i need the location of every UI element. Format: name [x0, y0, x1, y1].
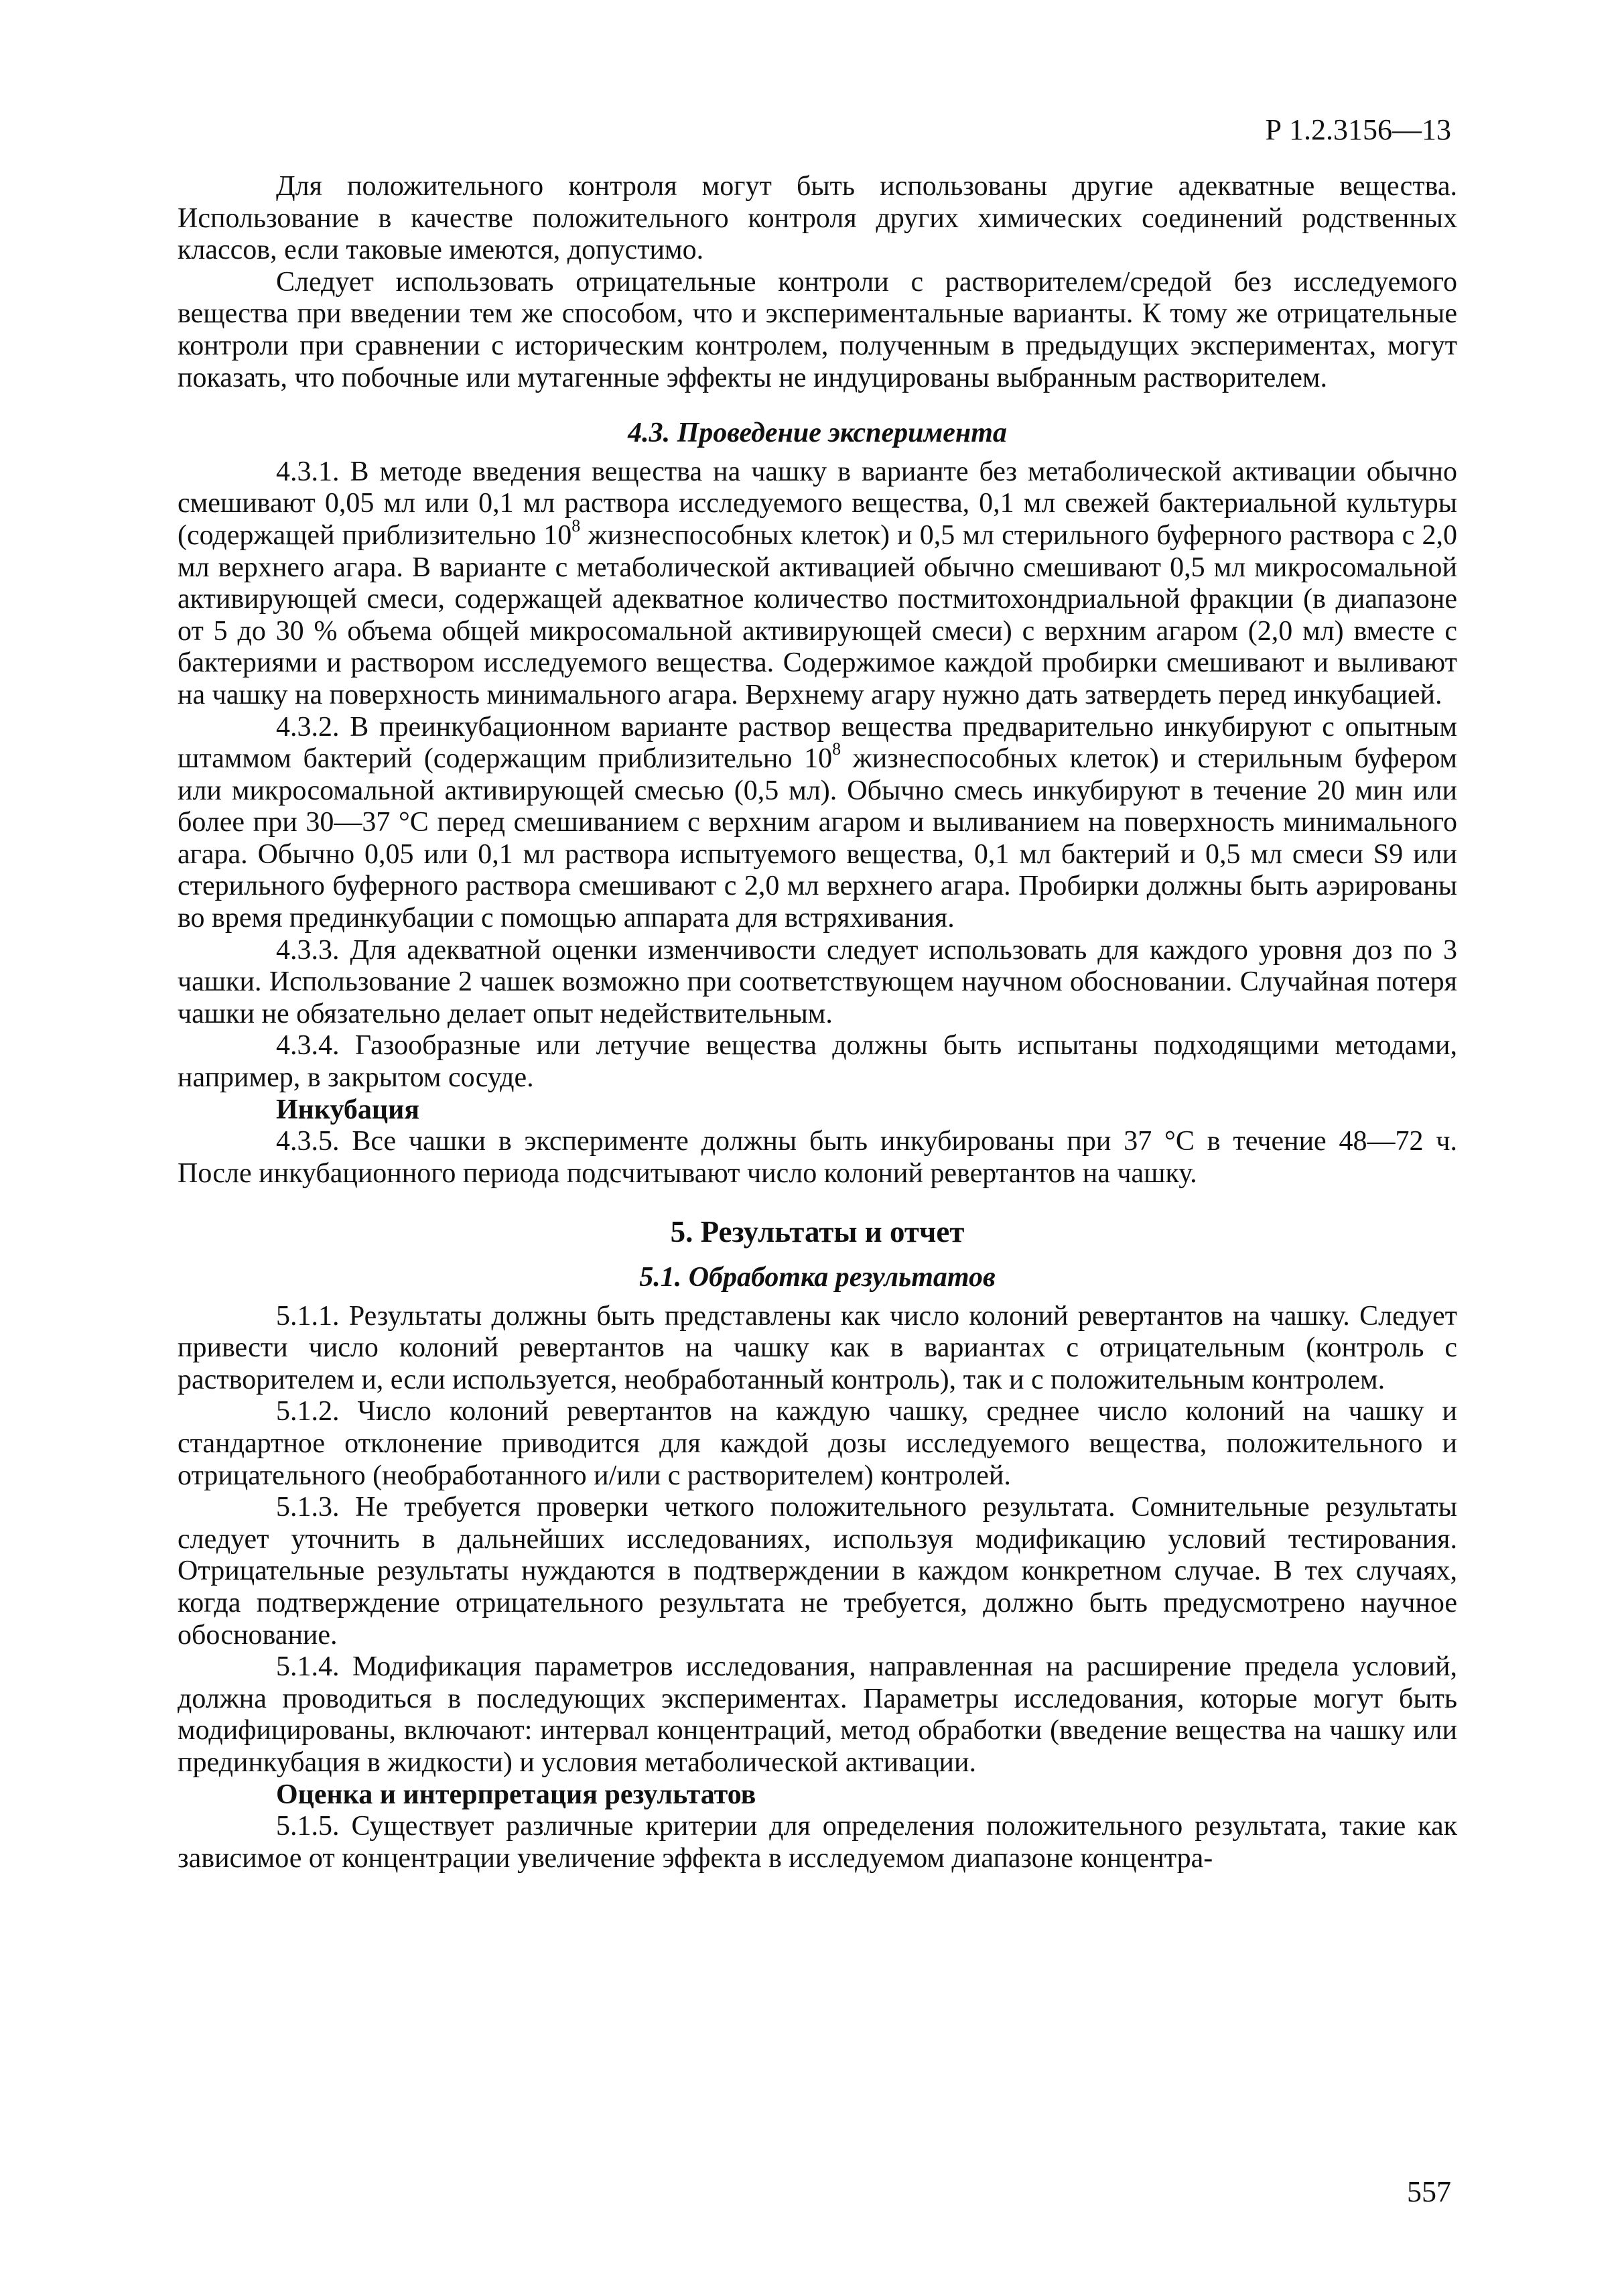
- paragraph-4-3-3: 4.3.3. Для адекватной оценки изменчивости следует использовать для каждого уровня доз по 3 чашки. Использование 2 чашек возможно при соответствующем научном обосновании. Случайная потеря чашки не обязательно делает опыт недействительным.: [178, 934, 1457, 1029]
- paragraph-4-3-5: 4.3.5. Все чашки в эксперименте должны быть инкубированы при 37 °С в течение 48—72 ч. После инкубационного периода подсчитывают число колоний ревертантов на чашку.: [178, 1126, 1457, 1189]
- paragraph-positive-control: Для положительного контроля могут быть использованы другие адекватные вещества. Использование в качестве положительного контроля других химических соединений родственных классов, если таковые имеются, допустимо.: [178, 171, 1457, 266]
- section-heading-5: 5. Результаты и отчет: [670, 1215, 965, 1249]
- paragraph-4-3-2-part-b: жизнеспособных клеток) и стерильным буфером или микросомальной активирующей смесью (0,5 мл). Обычно смесь инкубируют в течение 20 мин или более при 30—37 °С перед смешиванием с верхним агаром и выливанием на поверхность минимального агара. Обычно 0,05 или 0,1 мл раствора испытуемого вещества, 0,1 мл бактерий и 0,5 мл смеси S9 или стерильного буферного раствора смешивают с 2,0 мл верхнего агара. Пробирки должны быть аэрированы во время прединкубации с помощью аппарата для встряхивания.: [178, 743, 1458, 934]
- paragraph-4-3-1-part-b: жизнеспособных клеток) и 0,5 мл стерильного буферного раствора с 2,0 мл верхнего агара. В варианте с метаболической активацией обычно смешивают 0,5 мл микросомальной активирующей смеси, содержащей адекватное количество постмитохондриальной фракции (в диапазоне от 5 до 30 % объема общей микросомальной активирующей смеси) с верхним агаром (2,0 мл) вместе с бактериями и раствором исследуемого вещества. Содержимое каждой пробирки смешивают и выливают на чашку на поверхность минимального агара. Верхнему агару нужно дать затвердеть перед инкубацией.: [178, 519, 1457, 710]
- paragraph-negative-control: Следует использовать отрицательные контроли с растворителем/средой без исследуемого вещества при введении тем же способом, что и экспериментальные варианты. К тому же отрицательные контроли при сравнении с историческим контролем, полученным в предыдущих экспериментах, могут показать, что побочные или мутагенные эффекты не индуцированы выбранным растворителем.: [178, 266, 1457, 393]
- paragraph-4-3-2-part-a: 4.3.2. В преинкубационном варианте раствор вещества предварительно инкубируют с опытным штаммом бактерий (содержащим приблизительно 10: [178, 711, 1457, 775]
- subheading-incubation: Инкубация: [276, 1094, 420, 1125]
- paragraph-5-1-3: 5.1.3. Не требуется проверки четкого положительного результата. Сомнительные результаты следует уточнить в дальнейших исследованиях, используя модификацию условий тестирования. Отрицательные результаты нуждаются в подтверждении в каждом конкретном случае. В тех случаях, когда подтверждение отрицательного результата не требуется, должно быть предусмотрено научное обоснование.: [178, 1492, 1457, 1651]
- document-code: Р 1.2.3156—13: [1265, 113, 1451, 146]
- paragraph-4-3-1: [178, 456, 1457, 712]
- paragraph-5-1-2: 5.1.2. Число колоний ревертантов на каждую чашку, среднее число колоний на чашку и стандартное отклонение приводится для каждой дозы исследуемого вещества, положительного и отрицательного (необработанного и/или с растворителем) контролей.: [178, 1396, 1457, 1491]
- page-number: 557: [1407, 2175, 1451, 2208]
- document-body: [178, 171, 1457, 1874]
- superscript-exponent: 8: [832, 739, 841, 759]
- paragraph-4-3-4: 4.3.4. Газообразные или летучие вещества должны быть испытаны подходящими методами, например, в закрытом сосуде.: [178, 1030, 1457, 1094]
- section-heading-5-1: 5.1. Обработка результатов: [639, 1262, 996, 1293]
- paragraph-4-3-2: [178, 712, 1457, 935]
- subheading-evaluation: Оценка и интерпретация результатов: [276, 1779, 756, 1810]
- paragraph-4-3-1-part-a: 4.3.1. В методе введения вещества на чашку в варианте без метаболической активации обычно смешивают 0,05 мл или 0,1 мл раствора исследуемого вещества, 0,1 мл свежей бактериальной культуры (содержащей приблизительно 10: [178, 456, 1457, 551]
- section-heading-4-3: 4.3. Проведение эксперимента: [628, 418, 1007, 449]
- paragraph-5-1-5: 5.1.5. Существует различные критерии для определения положительного результата, такие как зависимое от концентрации увеличение эффекта в исследуемом диапазоне концентра-: [178, 1811, 1457, 1874]
- paragraph-5-1-1: 5.1.1. Результаты должны быть представлены как число колоний ревертантов на чашку. Следует привести число колоний ревертантов на чашку как в вариантах с отрицательным (контроль с растворителем и, если используется, необработанный контроль), так и с положительным контролем.: [178, 1300, 1457, 1395]
- superscript-exponent: 8: [571, 515, 581, 535]
- paragraph-5-1-4: 5.1.4. Модификация параметров исследования, направленная на расширение предела условий, должна проводиться в последующих экспериментах. Параметры исследования, которые могут быть модифицированы, включают: интервал концентраций, метод обработки (введение вещества на чашку или прединкубация в жидкости) и условия метаболической активации.: [178, 1651, 1457, 1778]
